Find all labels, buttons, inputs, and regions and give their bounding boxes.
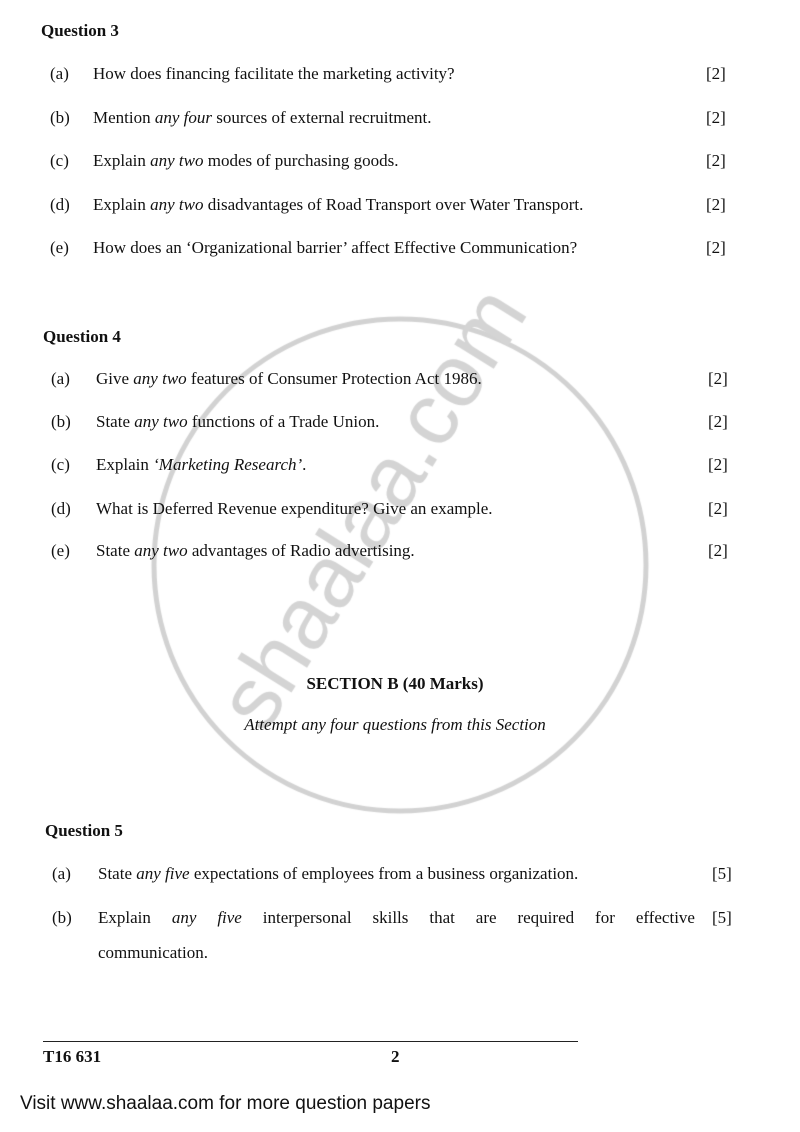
item-text-pre: Mention <box>93 108 155 127</box>
question-heading: Question 5 <box>45 821 123 840</box>
question-item <box>0 238 800 258</box>
item-text <box>93 108 432 128</box>
item-marks: [2] <box>708 369 728 388</box>
question-item <box>0 499 800 519</box>
item-text <box>96 499 493 519</box>
item-text-emphasis: any two <box>134 412 188 431</box>
item-label: (d) <box>50 195 70 214</box>
item-text <box>93 195 583 215</box>
item-label: (b) <box>51 412 71 431</box>
item-marks: [2] <box>706 195 726 214</box>
question-item <box>0 108 800 128</box>
item-label: (a) <box>50 64 69 83</box>
item-marks: [2] <box>708 541 728 560</box>
item-text-pre: How does financing facilitate the marketing activity? <box>93 64 455 83</box>
question-item <box>0 908 800 928</box>
item-text <box>96 455 306 475</box>
item-text-pre: Explain <box>93 151 151 170</box>
item-text-emphasis: any five <box>171 908 242 927</box>
question-item <box>0 455 800 475</box>
item-marks: [5] <box>712 864 732 883</box>
item-label: (d) <box>51 499 71 518</box>
item-marks: [2] <box>706 108 726 127</box>
item-text <box>93 151 399 171</box>
item-text-post: interpersonal skills that are required for effective <box>241 908 695 927</box>
item-marks: [2] <box>708 499 728 518</box>
section-title: SECTION B (40 Marks) <box>306 674 484 693</box>
item-text <box>98 908 695 928</box>
item-marks: [2] <box>706 151 726 170</box>
item-text-continuation: communication. <box>98 943 209 962</box>
item-text-pre: State <box>98 864 137 883</box>
item-text <box>98 864 578 884</box>
item-label: (a) <box>52 864 71 883</box>
visit-link-text[interactable]: Visit www.shaalaa.com for more question papers <box>20 1093 431 1114</box>
item-text-post: features of Consumer Protection Act 1986. <box>186 369 482 388</box>
item-text-pre: Give <box>96 369 134 388</box>
item-text-emphasis: any two <box>150 195 204 214</box>
page-number: 2 <box>391 1047 400 1066</box>
item-text-pre: What is Deferred Revenue expenditure? Give an example. <box>96 499 493 518</box>
section-instruction: Attempt any four questions from this Section <box>244 715 546 734</box>
item-label: (c) <box>51 455 70 474</box>
item-text-emphasis: any five <box>136 864 190 883</box>
item-text-post: expectations of employees from a business organization. <box>189 864 579 883</box>
item-text-emphasis: any two <box>133 369 187 388</box>
item-label: (e) <box>50 238 69 257</box>
item-text-emphasis: any two <box>150 151 204 170</box>
item-text-emphasis: any four <box>154 108 212 127</box>
item-text <box>96 541 415 561</box>
question-heading: Question 4 <box>43 327 121 346</box>
item-label: (e) <box>51 541 70 560</box>
question-item <box>0 412 800 432</box>
paper-code: T16 631 <box>43 1047 102 1066</box>
item-text-pre: Explain <box>93 195 151 214</box>
question-item <box>0 864 800 884</box>
question-item <box>0 64 800 84</box>
item-text <box>93 238 577 258</box>
item-marks: [2] <box>706 238 726 257</box>
item-label: (c) <box>50 151 69 170</box>
question-item <box>0 151 800 171</box>
footer-divider <box>43 1041 578 1042</box>
item-label: (b) <box>52 908 72 927</box>
item-label: (b) <box>50 108 70 127</box>
question-item <box>0 369 800 389</box>
item-text-pre: Explain <box>96 455 154 474</box>
item-text <box>93 64 455 84</box>
item-text-post: modes of purchasing goods. <box>203 151 399 170</box>
item-marks: [2] <box>708 455 728 474</box>
item-text <box>96 369 482 389</box>
item-text-post: advantages of Radio advertising. <box>187 541 415 560</box>
item-text <box>96 412 379 432</box>
item-text-pre: How does an ‘Organizational barrier’ affect Effective Communication? <box>93 238 578 257</box>
item-text-pre: State <box>96 412 135 431</box>
item-marks: [2] <box>706 64 726 83</box>
item-text-post: disadvantages of Road Transport over Water Transport. <box>203 195 584 214</box>
question-heading: Question 3 <box>41 21 119 40</box>
item-text-emphasis: any two <box>134 541 188 560</box>
question-item <box>0 541 800 561</box>
item-label: (a) <box>51 369 70 388</box>
item-text-pre: Explain <box>98 908 172 927</box>
item-text-emphasis: ‘Marketing Research’ <box>153 455 303 474</box>
item-text-pre: State <box>96 541 135 560</box>
item-marks: [5] <box>712 908 732 927</box>
item-text-post: sources of external recruitment. <box>212 108 432 127</box>
question-item <box>0 195 800 215</box>
item-text-post: . <box>302 455 307 474</box>
item-marks: [2] <box>708 412 728 431</box>
item-text-post: functions of a Trade Union. <box>187 412 380 431</box>
